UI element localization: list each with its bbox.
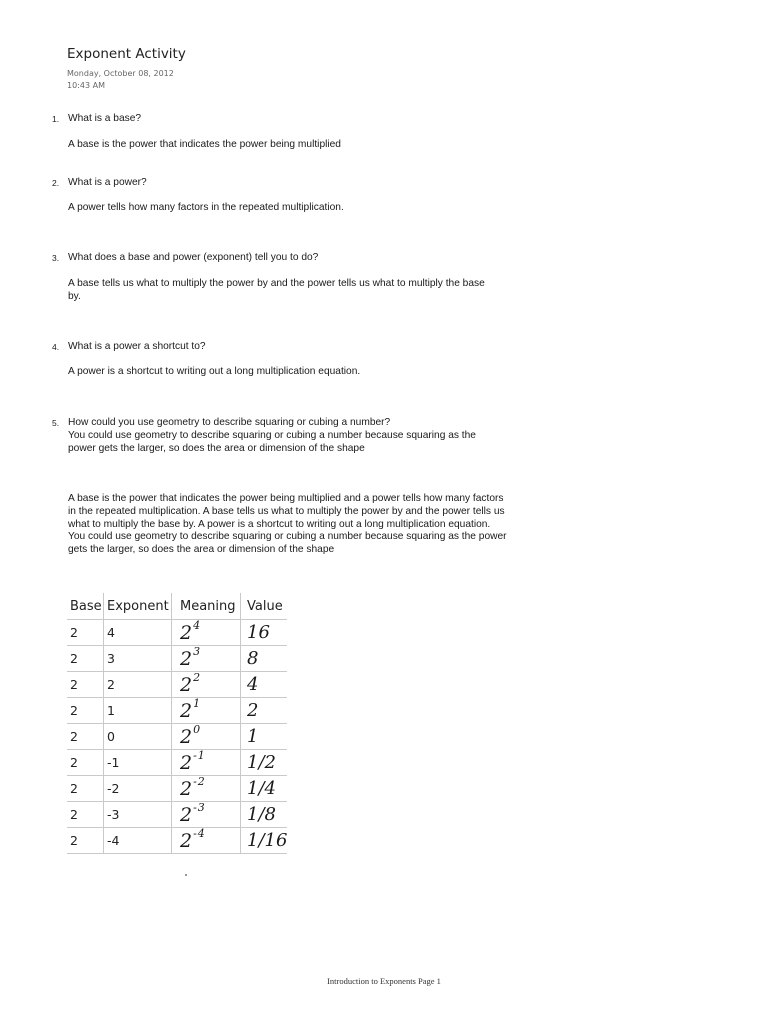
value-cell bbox=[241, 646, 288, 672]
meaning-cell bbox=[172, 646, 241, 672]
meaning-exponent: -3 bbox=[193, 801, 206, 815]
table-header-row bbox=[67, 593, 287, 620]
column-header-exponent: Exponent bbox=[104, 593, 172, 620]
meaning-exponent: 2 bbox=[193, 671, 202, 685]
exponent-cell: 0 bbox=[104, 724, 172, 750]
value-text: 2 bbox=[247, 700, 259, 721]
answer-5: You could use geometry to describe squaring or cubing a number because squaring as the power gets the larger, so does the area or dimension of the shape bbox=[68, 430, 476, 454]
value-text: 1/4 bbox=[247, 778, 276, 799]
meaning-base: 2 bbox=[180, 647, 194, 670]
summary-paragraph: A base is the power that indicates the power being multiplied and a power tells how many factors in the repeated multiplication. A base tells us what to multiply the power by and the power tells us what to multiply the base by. A power is a shortcut to writing out a long multiplication equation. You could use geometry to describe squaring or cubing a number because squaring as the power gets the larger, so does the area or dimension of the shape bbox=[68, 493, 507, 556]
question-text: What is a power a shortcut to? bbox=[68, 341, 206, 352]
meaning-cell bbox=[172, 750, 241, 776]
table-row bbox=[67, 776, 287, 802]
meaning-base: 2 bbox=[180, 699, 194, 722]
meaning-base: 2 bbox=[180, 673, 194, 696]
question-text: What does a base and power (exponent) tell you to do? bbox=[68, 252, 319, 263]
base-cell: 2 bbox=[67, 828, 104, 854]
exponent-cell: 3 bbox=[104, 646, 172, 672]
question-number: 1. bbox=[52, 114, 60, 124]
question-text: What is a base? bbox=[68, 113, 142, 124]
question-text: How could you use geometry to describe squaring or cubing a number? bbox=[68, 417, 391, 428]
value-cell bbox=[241, 698, 288, 724]
meaning-cell bbox=[172, 828, 241, 854]
value-cell bbox=[241, 802, 288, 828]
question-number: 5. bbox=[52, 418, 60, 428]
base-cell: 2 bbox=[67, 646, 104, 672]
value-text: 1/16 bbox=[247, 830, 288, 851]
exponent-cell: 2 bbox=[104, 672, 172, 698]
table-row bbox=[67, 620, 287, 646]
value-cell bbox=[241, 750, 288, 776]
value-cell bbox=[241, 776, 288, 802]
value-text: 16 bbox=[247, 622, 270, 643]
exponent-table bbox=[67, 593, 287, 854]
value-cell bbox=[241, 620, 288, 646]
meaning-exponent: -1 bbox=[193, 749, 206, 763]
answer-3: A base tells us what to multiply the power by and the power tells us what to multiply the base by. bbox=[68, 278, 485, 302]
table-row bbox=[67, 672, 287, 698]
value-text: 1/2 bbox=[247, 752, 276, 773]
table-row bbox=[67, 802, 287, 828]
page-time: 10:43 AM bbox=[67, 81, 105, 90]
column-header-value: Value bbox=[241, 593, 288, 620]
question-text: What is a power? bbox=[68, 177, 147, 188]
table-row bbox=[67, 646, 287, 672]
question-number: 3. bbox=[52, 253, 60, 263]
base-cell: 2 bbox=[67, 750, 104, 776]
question-number: 4. bbox=[52, 342, 60, 352]
meaning-base: 2 bbox=[180, 829, 194, 852]
base-cell: 2 bbox=[67, 802, 104, 828]
base-cell: 2 bbox=[67, 672, 104, 698]
value-text: 1 bbox=[247, 726, 259, 747]
value-cell bbox=[241, 724, 288, 750]
exponent-cell: -1 bbox=[104, 750, 172, 776]
table-row bbox=[67, 724, 287, 750]
value-text: 4 bbox=[247, 674, 259, 695]
answer-1: A base is the power that indicates the power being multiplied bbox=[68, 139, 341, 150]
meaning-exponent: 4 bbox=[193, 619, 202, 633]
exponent-cell: 4 bbox=[104, 620, 172, 646]
column-header-meaning: Meaning bbox=[172, 593, 241, 620]
value-cell bbox=[241, 828, 288, 854]
meaning-cell bbox=[172, 802, 241, 828]
base-cell: 2 bbox=[67, 724, 104, 750]
value-cell bbox=[241, 672, 288, 698]
meaning-cell bbox=[172, 620, 241, 646]
exponent-cell: -4 bbox=[104, 828, 172, 854]
meaning-exponent: 3 bbox=[193, 645, 202, 659]
stray-mark bbox=[185, 874, 187, 876]
exponent-cell: 1 bbox=[104, 698, 172, 724]
page-date: Monday, October 08, 2012 bbox=[67, 69, 174, 78]
meaning-cell bbox=[172, 698, 241, 724]
meaning-exponent: -2 bbox=[193, 775, 206, 789]
column-header-base: Base bbox=[67, 593, 104, 620]
base-cell: 2 bbox=[67, 698, 104, 724]
meaning-exponent: 0 bbox=[193, 723, 202, 737]
value-text: 1/8 bbox=[247, 804, 276, 825]
meaning-exponent: 1 bbox=[193, 697, 202, 711]
meaning-base: 2 bbox=[180, 621, 194, 644]
question-number: 2. bbox=[52, 178, 60, 188]
meaning-base: 2 bbox=[180, 725, 194, 748]
table-row bbox=[67, 698, 287, 724]
answer-2: A power tells how many factors in the repeated multiplication. bbox=[68, 202, 344, 213]
base-cell: 2 bbox=[67, 620, 104, 646]
answer-4: A power is a shortcut to writing out a long multiplication equation. bbox=[68, 366, 361, 377]
exponent-cell: -3 bbox=[104, 802, 172, 828]
meaning-cell bbox=[172, 724, 241, 750]
page-title: Exponent Activity bbox=[67, 46, 186, 62]
meaning-cell bbox=[172, 776, 241, 802]
table-row bbox=[67, 750, 287, 776]
meaning-exponent: -4 bbox=[193, 827, 206, 841]
meaning-base: 2 bbox=[180, 777, 194, 800]
meaning-base: 2 bbox=[180, 751, 194, 774]
meaning-cell bbox=[172, 672, 241, 698]
meaning-base: 2 bbox=[180, 803, 194, 826]
table-row bbox=[67, 828, 287, 854]
value-text: 8 bbox=[247, 648, 259, 669]
page-footer: Introduction to Exponents Page 1 bbox=[327, 976, 441, 986]
base-cell: 2 bbox=[67, 776, 104, 802]
exponent-cell: -2 bbox=[104, 776, 172, 802]
